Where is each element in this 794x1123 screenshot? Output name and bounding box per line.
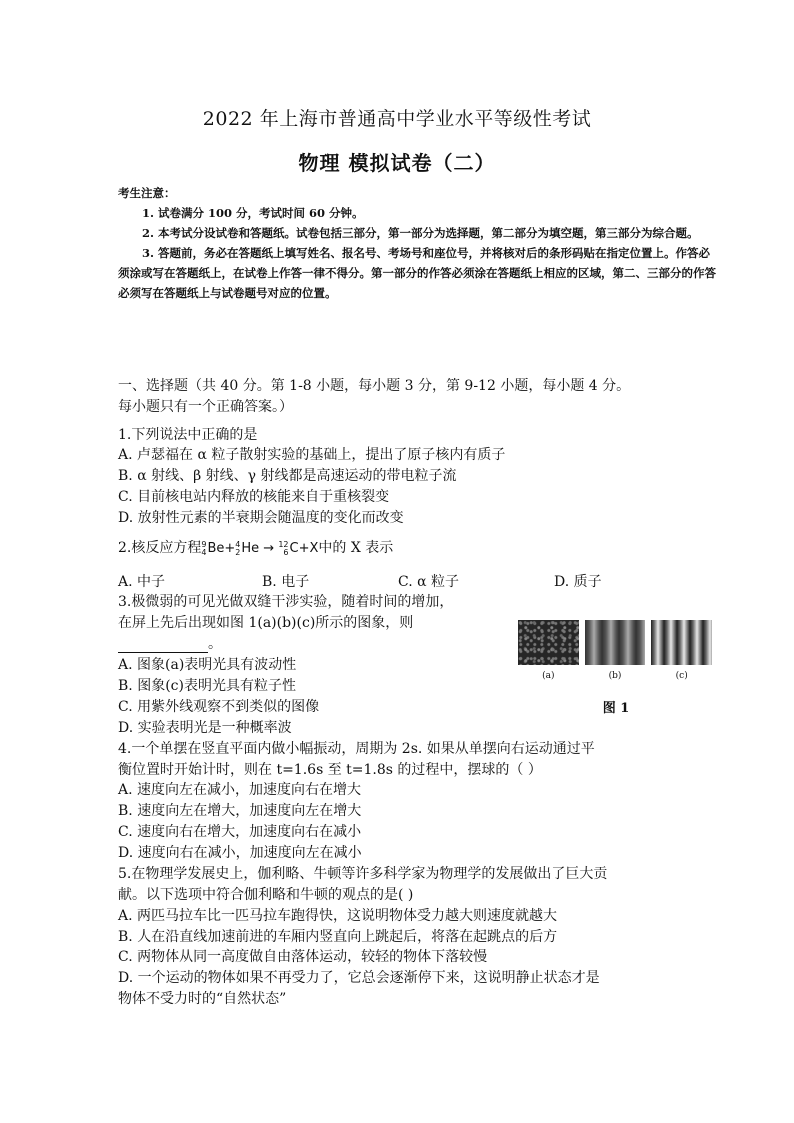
q4-option-b: B. 速度向左在增大，加速度向左在增大	[118, 803, 362, 819]
notice-item-2: 2. 本考试分设试卷和答题纸。试卷包括三部分，第一部分为选择题，第二部分为填空题，第三部分为综合题。	[142, 226, 699, 240]
q5-option-c: C. 两物体从同一高度做自由落体运动，较轻的物体下落较慢	[118, 949, 488, 965]
figure-label-a: (a)	[542, 671, 555, 681]
q5-option-d: D. 一个运动的物体如果不再受力了，它总会逐渐停下来，这说明静止状态才是	[118, 970, 600, 986]
figure-label-c: (c)	[675, 671, 688, 681]
q2-option-d: D. 质子	[554, 574, 602, 590]
figure-1-images	[518, 620, 712, 665]
q3-option-c: C. 用紫外线观察不到类似的图像	[118, 699, 320, 715]
notice-item-1: 1. 试卷满分 100 分，考试时间 60 分钟。	[142, 206, 364, 220]
q1-option-c: C. 目前核电站内释放的核能来自于重核裂变	[118, 489, 390, 505]
notice-item-3: 3. 答题前，务必在答题纸上填写姓名、报名号、考场号和座位号，并将核对后的条形码贴在指定位置上。作答必须涂或写在答题纸上，在试卷上作答一律不得分。第一部分的作答必须涂在答题纸上相应的区域，第二、三部分的作答必须写在答题纸上与试卷题号对应的位置。	[118, 246, 716, 300]
q1-option-a: A. 卢瑟福在 α 粒子散射实验的基础上，提出了原子核内有质子	[118, 447, 506, 463]
figure-1	[518, 620, 712, 716]
figure-1-labels	[518, 671, 712, 681]
q3-stem-line2: 在屏上先后出现如图 1(a)(b)(c)所示的图象，则	[118, 615, 414, 631]
q3-stem-line1: 3.极微弱的可见光做双缝干涉实验，随着时间的增加，	[118, 594, 454, 610]
exam-subtitle: 物理 模拟试卷（二）	[298, 151, 496, 175]
answer-blank	[118, 638, 208, 653]
section1-heading-line2: 每小题只有一个正确答案。）	[118, 399, 293, 415]
q1-stem: 1.下列说法中正确的是	[118, 427, 258, 443]
q3-option-d: D. 实验表明光是一种概率波	[118, 720, 292, 736]
q3-stem-line3: 。	[118, 633, 222, 653]
notice-heading: 考生注意：	[118, 186, 176, 200]
arrow-icon: →	[263, 541, 275, 556]
q3-option-b: B. 图象(c)表明光具有粒子性	[118, 678, 296, 694]
c-isotope: 12 6	[278, 539, 289, 557]
q2-option-a: A. 中子	[118, 574, 166, 590]
interference-image-b	[585, 620, 646, 665]
q1-option-d: D. 放射性元素的半衰期会随温度的变化而改变	[118, 510, 404, 526]
interference-image-a	[518, 620, 579, 665]
q2-stem	[118, 537, 393, 557]
be-isotope: 9 4	[201, 539, 207, 557]
q5-stem-line2: 献。以下选项中符合伽利略和牛顿的观点的是( )	[118, 887, 414, 903]
q1-option-b: B. α 射线、β 射线、γ 射线都是高速运动的带电粒子流	[118, 468, 457, 484]
q4-stem-line2: 衡位置时开始计时，则在 t=1.6s 至 t=1.8s 的过程中，摆球的（ ）	[118, 762, 542, 778]
q2-option-b: B. 电子	[262, 574, 310, 590]
q4-option-c: C. 速度向右在增大，加速度向右在减小	[118, 824, 362, 840]
q2-stem-prefix: 2.核反应方程	[118, 540, 202, 556]
he-isotope: 4 2	[235, 539, 241, 557]
q4-option-d: D. 速度向右在减小，加速度向左在减小	[118, 845, 362, 861]
notice-block	[118, 183, 718, 303]
q5-stem-line1: 5.在物理学发展史上，伽利略、牛顿等许多科学家为物理学的发展做出了巨大贡	[118, 866, 608, 882]
interference-image-c	[651, 620, 712, 665]
q2-nuclear-equation: 9 4Be+4 2He → 12 6C+X	[201, 539, 319, 557]
q5-option-a: A. 两匹马拉车比一匹马拉车跑得快，这说明物体受力越大则速度就越大	[118, 908, 558, 924]
figure-label-b: (b)	[608, 671, 622, 681]
q5-option-d-line2: 物体不受力时的“自然状态”	[118, 991, 287, 1007]
section1-heading-line1: 一、选择题（共 40 分。第 1-8 小题，每小题 3 分，第 9-12 小题，每小题 4 分。	[118, 378, 631, 394]
q4-stem-line1: 4.一个单摆在竖直平面内做小幅振动，周期为 2s. 如果从单摆向右运动通过平	[118, 741, 595, 757]
q2-stem-suffix: 中的 X 表示	[318, 540, 394, 556]
q4-option-a: A. 速度向左在减小，加速度向右在增大	[118, 782, 362, 798]
exam-title: 2022 年上海市普通高中学业水平等级性考试	[202, 108, 592, 130]
q5-option-b: B. 人在沿直线加速前进的车厢内竖直向上跳起后，将落在起跳点的后方	[118, 929, 558, 945]
q3-option-a: A. 图象(a)表明光具有波动性	[118, 657, 297, 673]
q2-option-c: C. α 粒子	[398, 574, 460, 590]
figure-1-caption: 图 1	[602, 701, 630, 716]
